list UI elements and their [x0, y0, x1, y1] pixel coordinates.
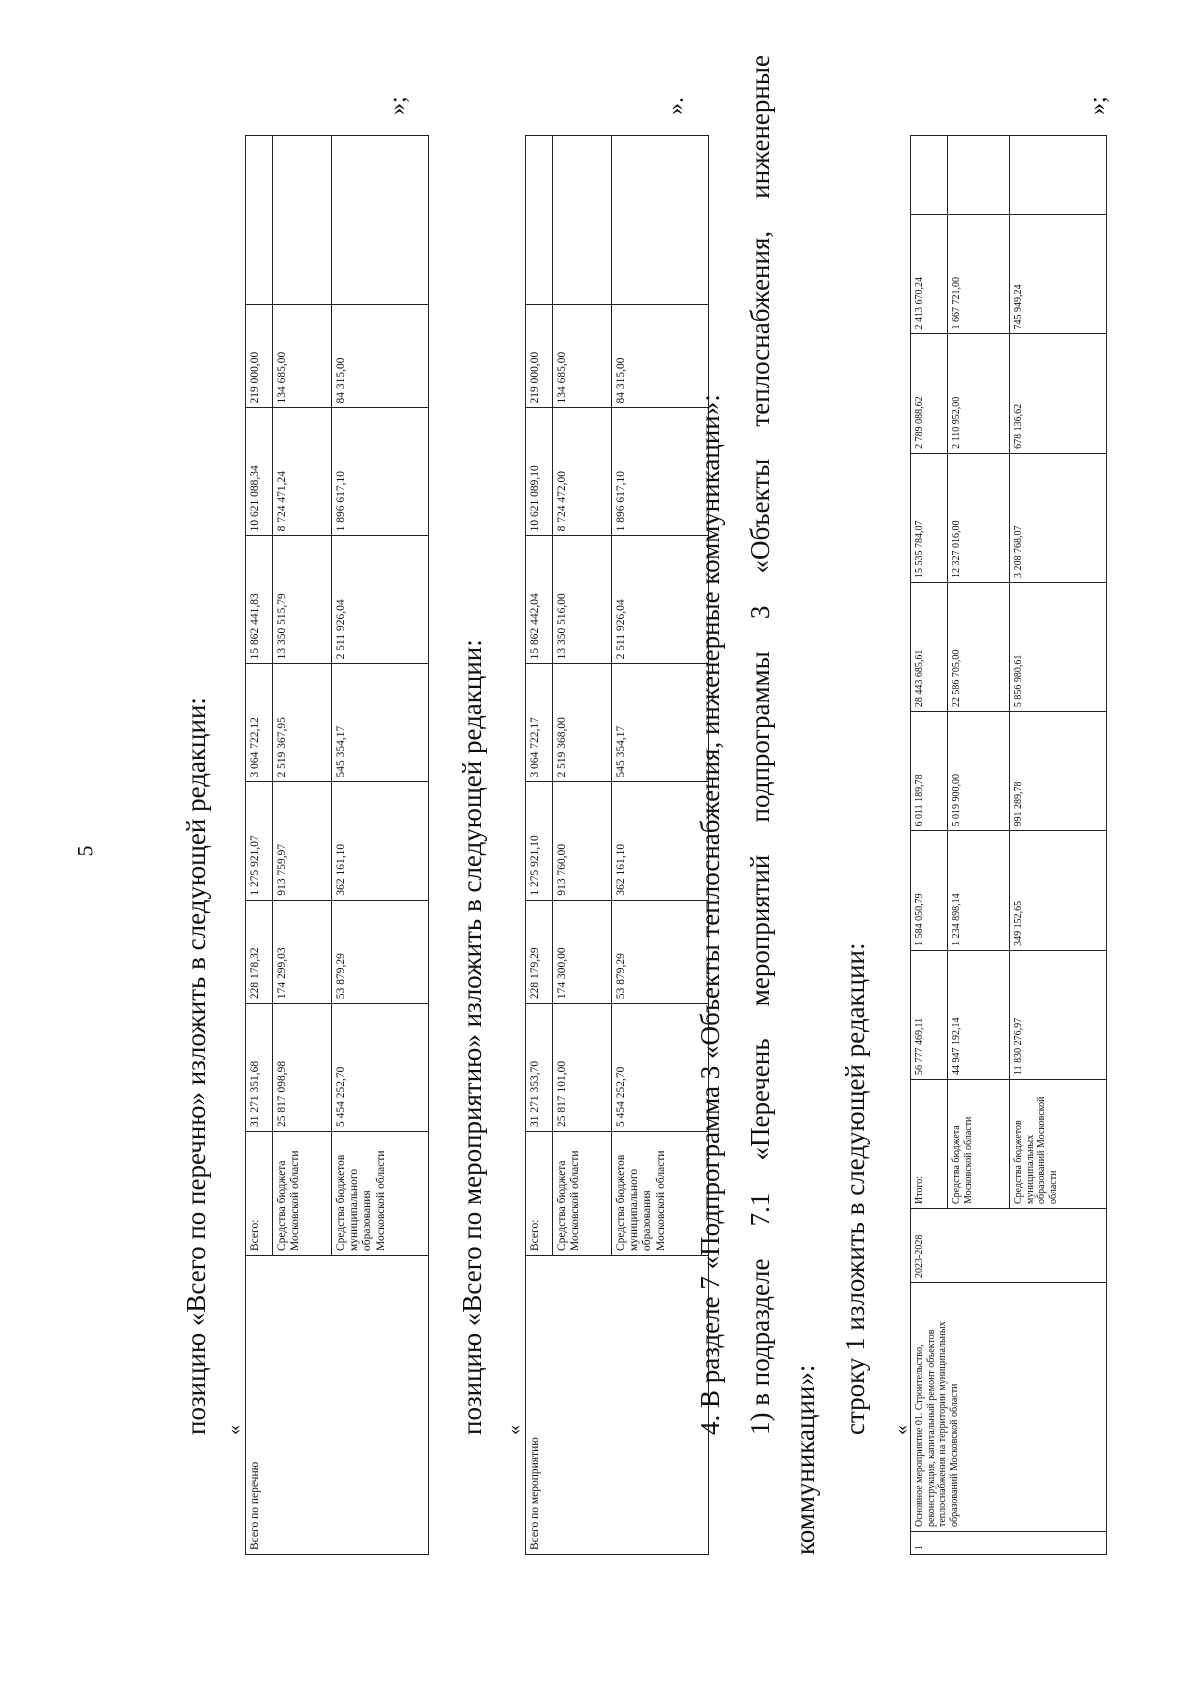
value-cell: 84 315,00 — [332, 305, 429, 409]
sub-item-word: «Объекты — [745, 458, 775, 574]
value-cell: 12 327 016,00 — [948, 453, 1010, 582]
table-row-1 — [910, 135, 1107, 1555]
value-cell: 174 300,00 — [553, 900, 612, 1003]
value-cell: 228 178,32 — [246, 900, 273, 1003]
sub-item-word: 7.1 — [745, 1192, 775, 1227]
value-cell: 15 862 441,83 — [246, 536, 273, 664]
source-cell: Средства бюджетов муниципальных образований Московской области — [1010, 1080, 1107, 1209]
close-quote-semicolon: »; — [385, 96, 411, 115]
measure-name: Основное мероприятие 01. Строительство, реконструкция, капитальный ремонт объектов теплоснабжения на территории муниципальных образований Московской области — [911, 1283, 1107, 1532]
source-cell: Средства бюджетов муниципального образования Московской области — [332, 1132, 429, 1256]
sub-item-word: инженерные — [745, 55, 775, 199]
value-cell: 31 271 353,70 — [526, 1004, 553, 1132]
value-cell: 1 667 721,00 — [948, 215, 1010, 334]
sub-item-1-text — [745, 55, 776, 1435]
open-quote: « — [890, 1425, 912, 1435]
empty-cell — [273, 136, 332, 305]
value-cell: 2 110 952,00 — [948, 334, 1010, 453]
value-cell: 2 511 926,04 — [332, 536, 429, 664]
open-quote: « — [503, 1425, 525, 1435]
value-cell: 1 896 617,10 — [332, 408, 429, 536]
source-cell: Средства бюджетов муниципального образования Московской области — [612, 1132, 709, 1256]
value-cell: 22 586 705,00 — [948, 582, 1010, 711]
value-cell: 13 350 516,00 — [553, 536, 612, 664]
source-cell: Средства бюджета Московской области — [948, 1080, 1010, 1209]
page-number: 5 — [72, 845, 98, 857]
value-cell: 6 011 189,78 — [911, 712, 948, 831]
table-label: Всего по перечню — [246, 1256, 429, 1555]
value-cell: 219 000,00 — [526, 305, 553, 409]
sub-item-word: 3 — [745, 605, 775, 620]
rotated-content — [145, 55, 1145, 1555]
value-cell: 2 519 367,95 — [273, 664, 332, 782]
value-cell: 219 000,00 — [246, 305, 273, 409]
value-cell: 53 879,29 — [332, 900, 429, 1003]
value-cell: 362 161,10 — [612, 782, 709, 900]
value-cell: 228 179,29 — [526, 900, 553, 1003]
value-cell: 913 759,97 — [273, 782, 332, 900]
value-cell: 13 350 515,79 — [273, 536, 332, 664]
value-cell: 25 817 098,98 — [273, 1004, 332, 1132]
value-cell: 1 275 921,07 — [246, 782, 273, 900]
measure-period: 2023-2028 — [911, 1209, 1107, 1283]
value-cell: 31 271 351,68 — [246, 1004, 273, 1132]
value-cell: 15 535 784,07 — [911, 453, 948, 582]
value-cell: 8 724 472,00 — [553, 408, 612, 536]
heading-measure-total: позицию «Всего по мероприятию» изложить в следующей редакции: — [457, 639, 487, 1435]
value-cell: 56 777 469,11 — [911, 950, 948, 1079]
value-cell: 5 454 252,70 — [612, 1004, 709, 1132]
value-cell: 10 621 089,10 — [526, 408, 553, 536]
value-cell: 5 019 900,00 — [948, 712, 1010, 831]
heading-list-total: позицию «Всего по перечню» изложить в следующей редакции: — [181, 697, 211, 1435]
value-cell: 3 064 722,17 — [526, 664, 553, 782]
item-4-text: 4. В разделе 7 «Подпрограмма 3 «Объекты теплоснабжения, инженерные коммуникации»: — [695, 394, 725, 1435]
value-cell: 3 208 768,07 — [1010, 453, 1107, 582]
value-cell: 15 862 442,04 — [526, 536, 553, 664]
value-cell: 28 443 685,61 — [911, 582, 948, 711]
value-cell: 8 724 471,24 — [273, 408, 332, 536]
value-cell: 913 760,00 — [553, 782, 612, 900]
value-cell: 5 454 252,70 — [332, 1004, 429, 1132]
empty-cell — [246, 136, 273, 305]
value-cell: 2 789 088,62 — [911, 334, 948, 453]
empty-cell — [911, 136, 948, 215]
sub-item-1-continuation: коммуникации»: — [790, 1364, 820, 1555]
empty-cell — [553, 136, 612, 305]
value-cell: 545 354,17 — [332, 664, 429, 782]
empty-cell — [526, 136, 553, 305]
value-cell: 3 064 722,12 — [246, 664, 273, 782]
value-cell: 5 856 980,61 — [1010, 582, 1107, 711]
source-cell: Средства бюджета Московской области — [273, 1132, 332, 1256]
empty-cell — [332, 136, 429, 305]
value-cell: 134 685,00 — [553, 305, 612, 409]
value-cell: 25 817 101,00 — [553, 1004, 612, 1132]
value-cell: 134 685,00 — [273, 305, 332, 409]
table-measure-total — [525, 135, 709, 1555]
sub-item-word: теплоснабжения, — [745, 230, 775, 427]
value-cell: 44 947 192,14 — [948, 950, 1010, 1079]
row-number: 1 — [911, 1532, 1107, 1555]
value-cell: 545 354,17 — [612, 664, 709, 782]
table-label: Всего по мероприятию — [526, 1256, 709, 1555]
value-cell: 349 152,65 — [1010, 831, 1107, 950]
value-cell: 174 299,03 — [273, 900, 332, 1003]
source-cell: Всего: — [246, 1132, 273, 1256]
value-cell: 991 289,78 — [1010, 712, 1107, 831]
value-cell: 1 584 050,79 — [911, 831, 948, 950]
value-cell: 2 519 368,00 — [553, 664, 612, 782]
value-cell: 1 275 921,10 — [526, 782, 553, 900]
value-cell: 84 315,00 — [612, 305, 709, 409]
close-quote-semicolon: »; — [1085, 96, 1111, 115]
sub-item-word: подпрограммы — [745, 651, 775, 823]
value-cell: 2 413 670,24 — [911, 215, 948, 334]
value-cell: 362 161,10 — [332, 782, 429, 900]
value-cell: 678 136,62 — [1010, 334, 1107, 453]
sub-item-word: мероприятий — [745, 854, 775, 1007]
value-cell: 53 879,29 — [612, 900, 709, 1003]
value-cell: 1 896 617,10 — [612, 408, 709, 536]
table-list-total — [245, 135, 429, 1555]
source-cell: Всего: — [526, 1132, 553, 1256]
source-cell: Средства бюджета Московской области — [553, 1132, 612, 1256]
empty-cell — [948, 136, 1010, 215]
sub-item-word: «Перечень — [745, 1038, 775, 1161]
source-cell: Итого: — [911, 1080, 948, 1209]
row-1-instruction: строку 1 изложить в следующей редакции: — [840, 942, 870, 1435]
value-cell: 1 234 898,14 — [948, 831, 1010, 950]
close-quote-period: ». — [663, 97, 689, 115]
value-cell: 11 830 276,97 — [1010, 950, 1107, 1079]
value-cell: 745 949,24 — [1010, 215, 1107, 334]
open-quote: « — [223, 1425, 245, 1435]
empty-cell — [1010, 136, 1107, 215]
value-cell: 2 511 926,04 — [612, 536, 709, 664]
value-cell: 10 621 088,34 — [246, 408, 273, 536]
sub-item-word: 1) в подразделе — [745, 1258, 775, 1435]
empty-cell — [612, 136, 709, 305]
